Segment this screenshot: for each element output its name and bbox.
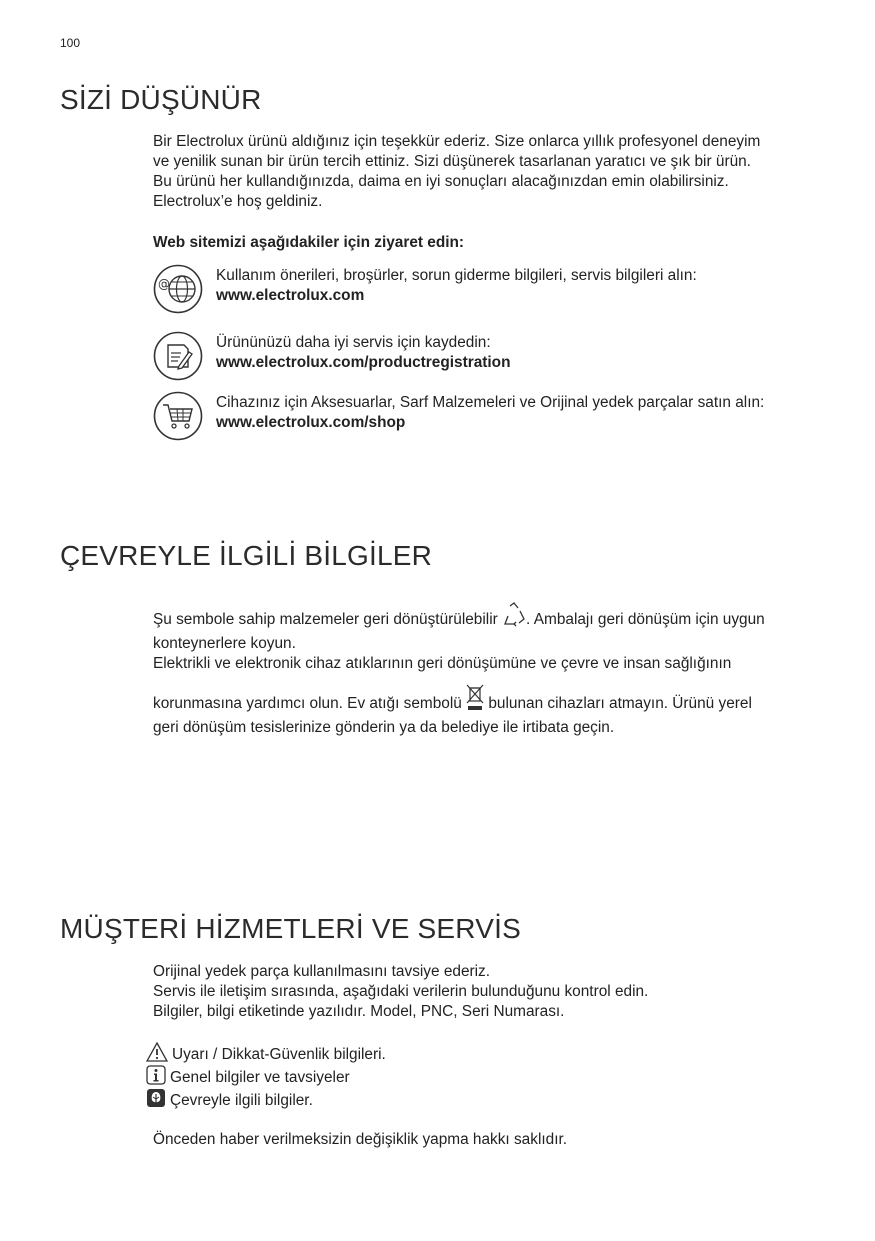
legend-environment (146, 1088, 313, 1111)
weee-text-end: geri dönüşüm tesislerinize gönderin ya da belediye ile irtibata geçin. (153, 719, 615, 736)
section-title-thinking-of-you: SİZİ DÜŞÜNÜR (60, 84, 262, 115)
intro-paragraph (153, 132, 833, 212)
visit-heading: Web sitemizi aşağıdakiler için ziyaret edin: (153, 234, 465, 251)
intro-line: Bu ürünü her kullandığınızda, daima en iyi sonuçları alacağınızdan emin olabilirsiniz. (153, 173, 729, 190)
legend-text: Çevreyle ilgili bilgiler. (170, 1092, 313, 1109)
registration-icon (153, 331, 203, 381)
recycle-icon (502, 602, 526, 634)
link-row-registration (153, 331, 833, 383)
legend-warning (146, 1042, 386, 1065)
legend-info (146, 1065, 350, 1088)
change-notice: Önceden haber verilmeksizin değişiklik yapma hakkı saklıdır. (153, 1131, 568, 1148)
environment-icon (146, 1088, 166, 1108)
page-number: 100 (60, 36, 81, 50)
environment-paragraph (153, 602, 833, 738)
info-icon (146, 1065, 166, 1085)
intro-line: ve yenilik sunan bir ürün tercih ettiniz. Sizi düşünerek tasarlanan yaratıcı ve şık bir ürün. (153, 153, 751, 170)
website-link[interactable]: www.electrolux.com (216, 287, 365, 304)
registration-link[interactable]: www.electrolux.com/productregistration (216, 354, 511, 371)
globe-icon (153, 264, 203, 314)
link-row-website (153, 264, 833, 316)
weee-text-cont2: bulunan cihazları atmayın. Ürünü yerel (488, 695, 752, 712)
svg-text:@: @ (158, 277, 170, 291)
link-description: Cihazınız için Aksesuarlar, Sarf Malzemeleri ve Orijinal yedek parçalar satın alın: (216, 394, 765, 411)
shop-link[interactable]: www.electrolux.com/shop (216, 414, 406, 431)
legend-text: Genel bilgiler ve tavsiyeler (170, 1069, 350, 1086)
service-paragraph (153, 962, 833, 1022)
link-row-shop (153, 391, 833, 443)
recycle-text: Şu sembole sahip malzemeler geri dönüştürülebilir (153, 611, 498, 628)
crossed-bin-icon (466, 684, 484, 718)
service-line: Servis ile iletişim sırasında, aşağıdaki verilerin bulunduğunu kontrol edin. (153, 983, 649, 1000)
cart-icon (153, 391, 203, 441)
link-description: Ürününüzü daha iyi servis için kaydedin: (216, 334, 491, 351)
intro-line: Bir Electrolux ürünü aldığınız için teşekkür ederiz. Size onlarca yıllık profesyonel deneyim (153, 133, 761, 150)
weee-text: Elektrikli ve elektronik cihaz atıklarının geri dönüşümüne ve çevre ve insan sağlığının (153, 655, 732, 672)
section-title-environment: ÇEVREYLE İLGİLİ BİLGİLER (60, 540, 433, 571)
weee-text-cont: korunmasına yardımcı olun. Ev atığı sembolü (153, 695, 462, 712)
recycle-text-end: konteynerlere koyun. (153, 635, 296, 652)
legend-text: Uyarı / Dikkat-Güvenlik bilgileri. (172, 1046, 386, 1063)
warning-icon (146, 1042, 168, 1062)
service-line: Bilgiler, bilgi etiketinde yazılıdır. Model, PNC, Seri Numarası. (153, 1003, 565, 1020)
link-description: Kullanım önerileri, broşürler, sorun giderme bilgileri, servis bilgileri alın: (216, 267, 697, 284)
service-line: Orijinal yedek parça kullanılmasını tavsiye ederiz. (153, 963, 491, 980)
recycle-text-cont: . Ambalajı geri dönüşüm için uygun (526, 611, 765, 628)
section-title-customer-service: MÜŞTERİ HİZMETLERİ VE SERVİS (60, 913, 521, 944)
intro-line: Electrolux’e hoş geldiniz. (153, 193, 323, 210)
